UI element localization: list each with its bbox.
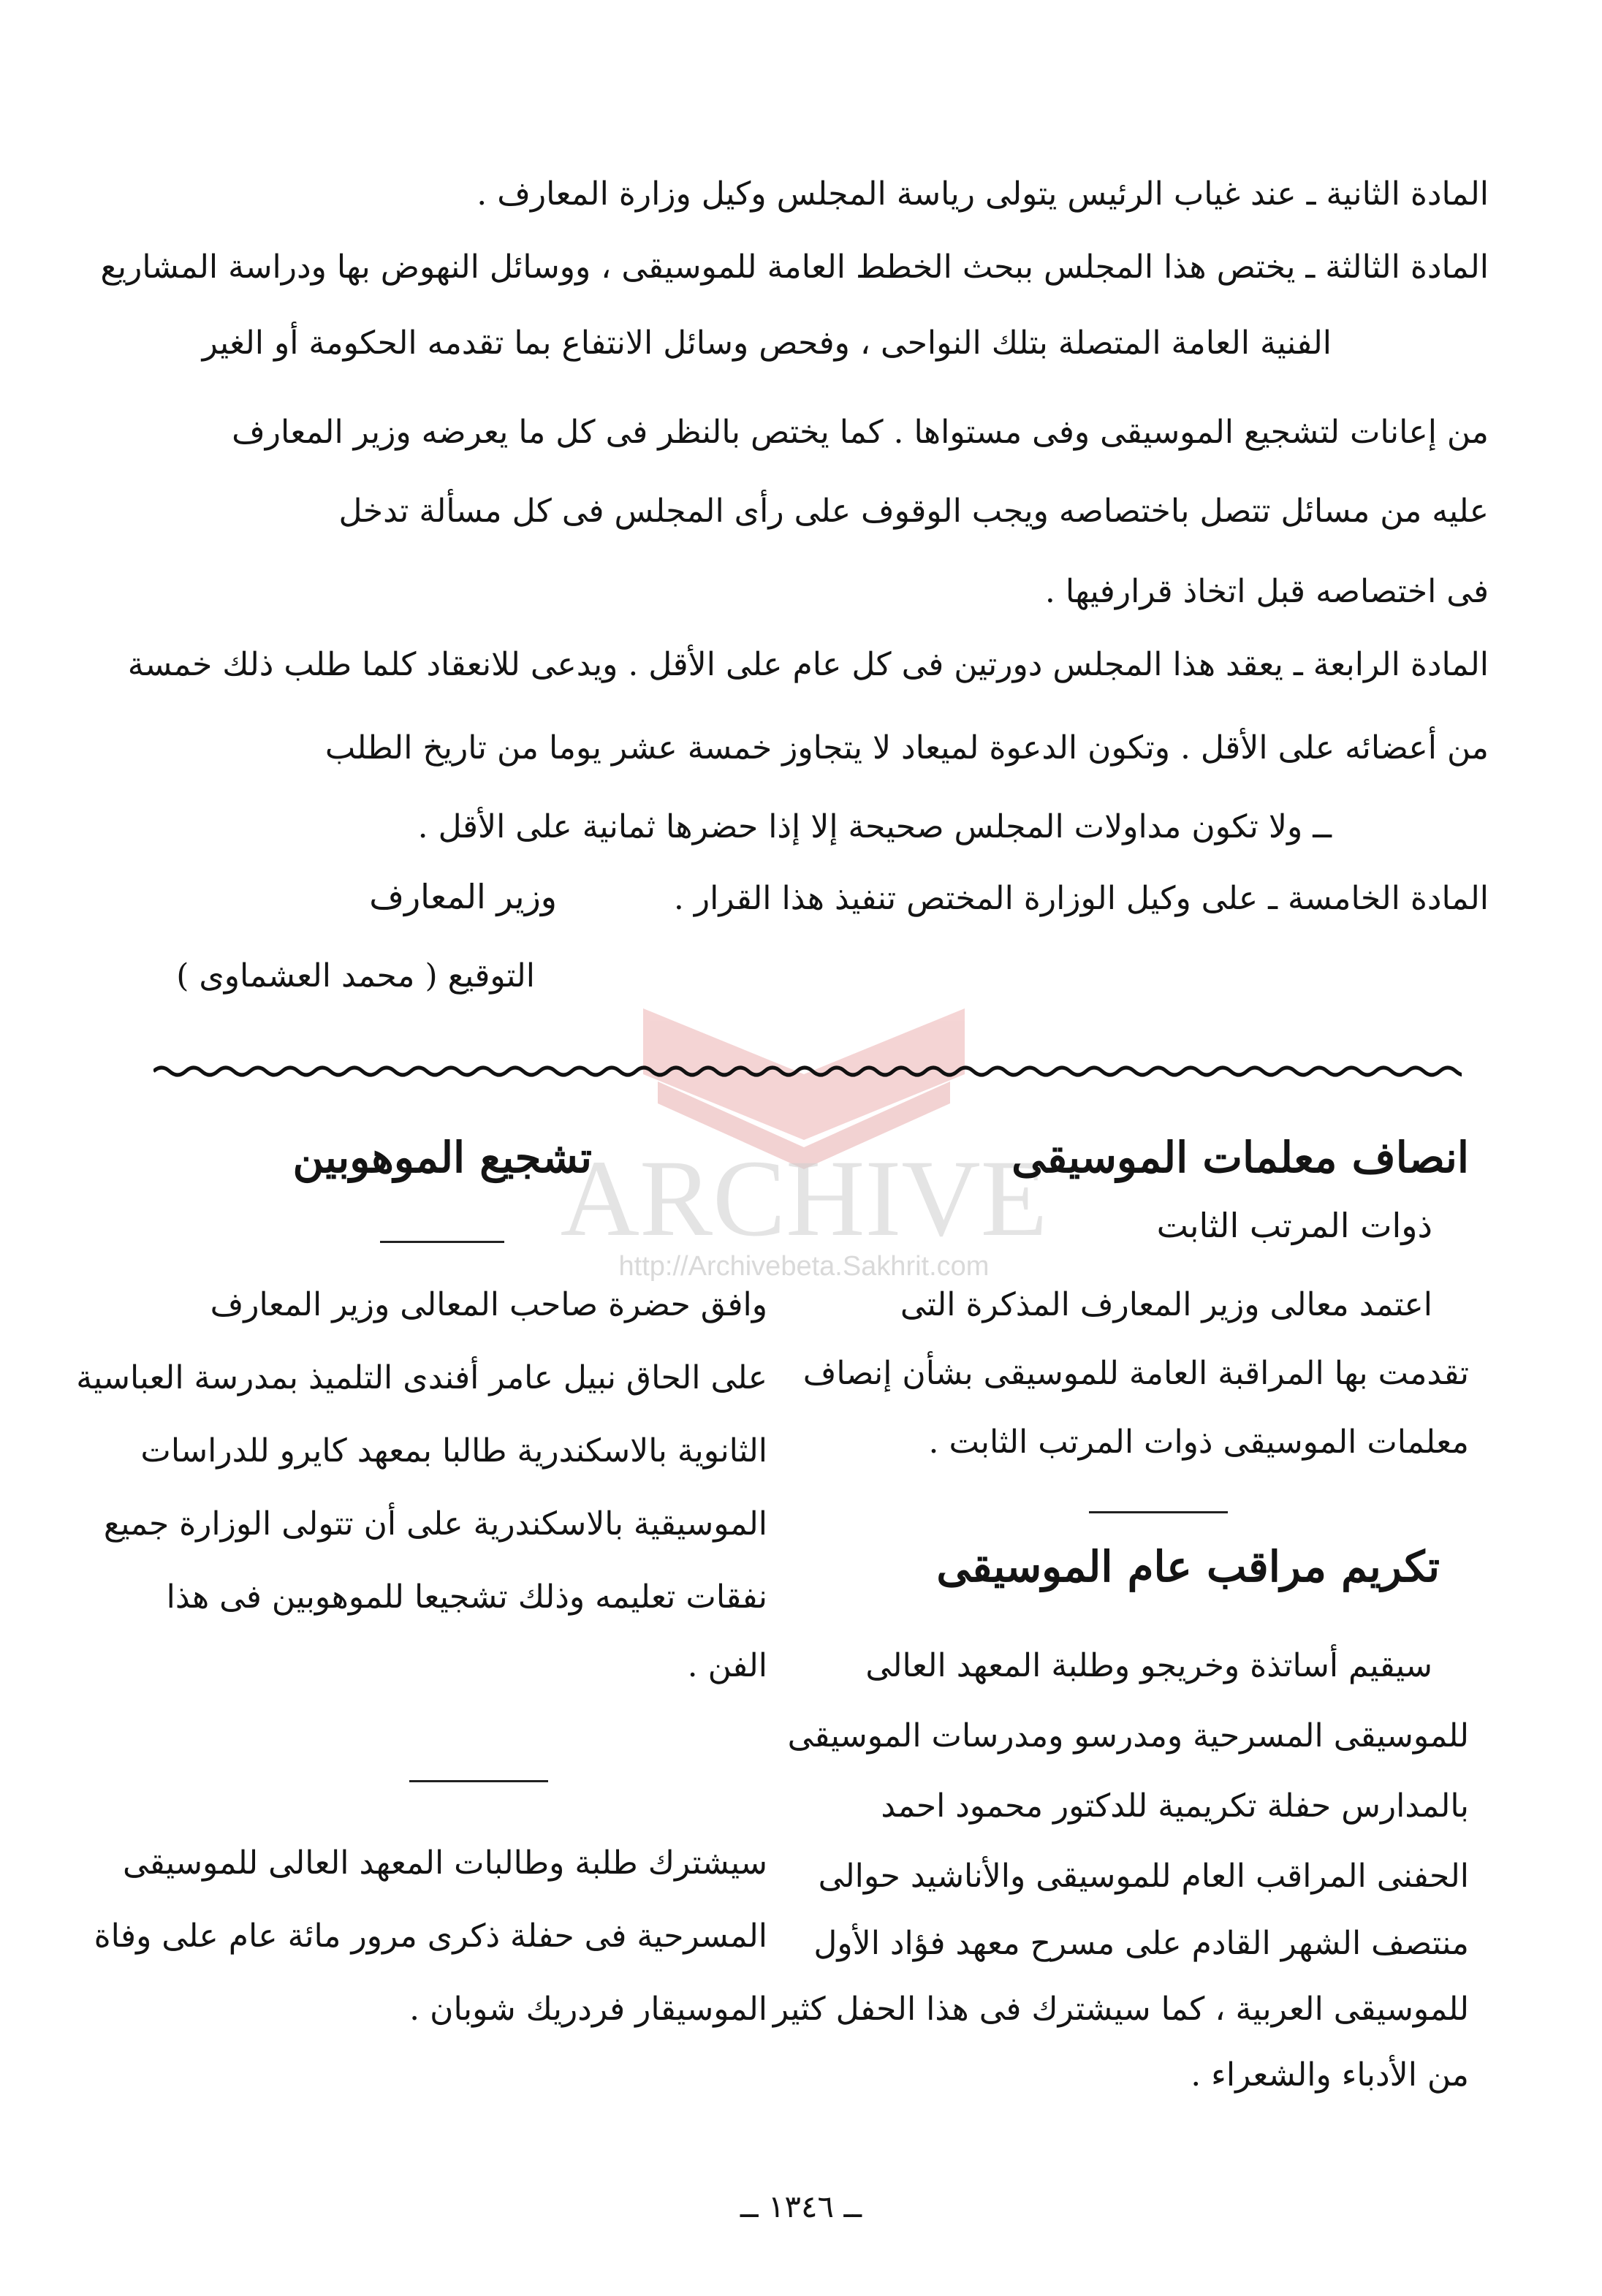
- decree-line: من إعانات لتشجيع الموسيقى وفى مستواها . كما يختص بالنظر فى كل ما يعرضه وزير المعارف: [232, 414, 1489, 451]
- article-heading: تكريم مراقب عام الموسيقى: [936, 1542, 1440, 1592]
- article-line: معلمات الموسيقى ذوات المرتب الثابت .: [928, 1423, 1469, 1461]
- decree-line: فى اختصاصه قبل اتخاذ قرارفيها .: [1044, 573, 1489, 610]
- article-line: اعتمد معالى وزير المعارف المذكرة التى: [900, 1286, 1432, 1323]
- decree-line: المادة الثانية ـ عند غياب الرئيس يتولى رياسة المجلس وكيل وزارة المعارف .: [477, 175, 1489, 213]
- article-line: منتصف الشهر القادم على مسرح معهد فؤاد الأول: [813, 1925, 1469, 1962]
- article-line: المسرحية فى حفلة ذكرى مرور مائة عام على وفاة: [94, 1917, 767, 1955]
- article-line: الموسيقار فردريك شوبان .: [409, 1991, 767, 2028]
- decree-line: عليه من مسائل تتصل باختصاصه ويجب الوقوف على رأى المجلس فى كل مسألة تدخل: [338, 493, 1489, 530]
- decree-line: من أعضائه على الأقل . وتكون الدعوة لميعاد لا يتجاوز خمسة عشر يوما من تاريخ الطلب: [324, 729, 1489, 767]
- article-line: من الأدباء والشعراء .: [1191, 2056, 1469, 2094]
- article-subheading: ذوات المرتب الثابت: [1156, 1206, 1432, 1245]
- article-separator: [409, 1780, 548, 1782]
- decree-line: المادة الثالثة ـ يختص هذا المجلس ببحث الخطط العامة للموسيقى ، ووسائل النهوض بها ودراسة المشاريع: [100, 248, 1489, 286]
- article-line: وافق حضرة صاحب المعالى وزير المعارف: [210, 1286, 767, 1323]
- article-line: تقدمت بها المراقبة العامة للموسيقى بشأن إنصاف: [802, 1355, 1469, 1392]
- article-line: سيشترك طلبة وطالبات المعهد العالى للموسيقى: [122, 1844, 767, 1882]
- article-line: على الحاق نبيل عامر أفندى التلميذ بمدرسة العباسية: [76, 1359, 767, 1396]
- article-line: نفقات تعليمه وذلك تشجيعا للموهوبين فى هذا: [166, 1578, 767, 1616]
- article-heading: انصاف معلمات الموسيقى: [1011, 1133, 1469, 1182]
- decree-line: الفنية العامة المتصلة بتلك النواحى ، وفحص وسائل الانتفاع بما تقدمه الحكومة أو الغير: [202, 324, 1332, 362]
- article-line: الحفنى المراقب العام للموسيقى والأناشيد حوالى: [818, 1858, 1469, 1895]
- section-divider: [153, 1061, 1462, 1082]
- article-line: بالمدارس حفلة تكريمية للدكتور محمود احمد: [881, 1787, 1469, 1825]
- article-line: سيقيم أساتذة وخريجو وطلبة المعهد العالى: [865, 1647, 1432, 1684]
- article-separator: [1089, 1511, 1228, 1513]
- article-line: الثانوية بالاسكندرية طالبا بمعهد كايرو للدراسات: [140, 1432, 767, 1470]
- page-number: ــ ١٣٤٦ ــ: [740, 2189, 862, 2224]
- article-separator: [380, 1241, 504, 1243]
- article-line: للموسيقى العربية ، كما سيشترك فى هذا الحفل كثير: [772, 1991, 1469, 2028]
- article-heading: تشجيع الموهوبين: [292, 1133, 592, 1182]
- article-line: الفن .: [687, 1647, 767, 1684]
- watermark-text: ARCHIVE: [560, 1138, 1048, 1259]
- decree-line: المادة الرابعة ـ يعقد هذا المجلس دورتين فى كل عام على الأقل . ويدعى للانعقاد كلما طلب ذلك خمسة: [127, 646, 1489, 683]
- article-line: الموسيقية بالاسكندرية على أن تتولى الوزارة جميع: [103, 1505, 767, 1543]
- signature: التوقيع ( محمد العشماوى ): [176, 957, 535, 995]
- watermark-url: http://Archivebeta.Sakhrit.com: [618, 1251, 990, 1282]
- minister-title: وزير المعارف: [369, 877, 557, 916]
- article-line: للموسيقى المسرحية ومدرسو ومدرسات الموسيقى: [787, 1717, 1469, 1755]
- decree-line: المادة الخامسة ـ على وكيل الوزارة المختص تنفيذ هذا القرار .: [673, 880, 1489, 917]
- left-column: [76, 1111, 767, 2061]
- decree-line: ــ ولا تكون مداولات المجلس صحيحة إلا إذا حضرها ثمانية على الأقل .: [417, 808, 1332, 845]
